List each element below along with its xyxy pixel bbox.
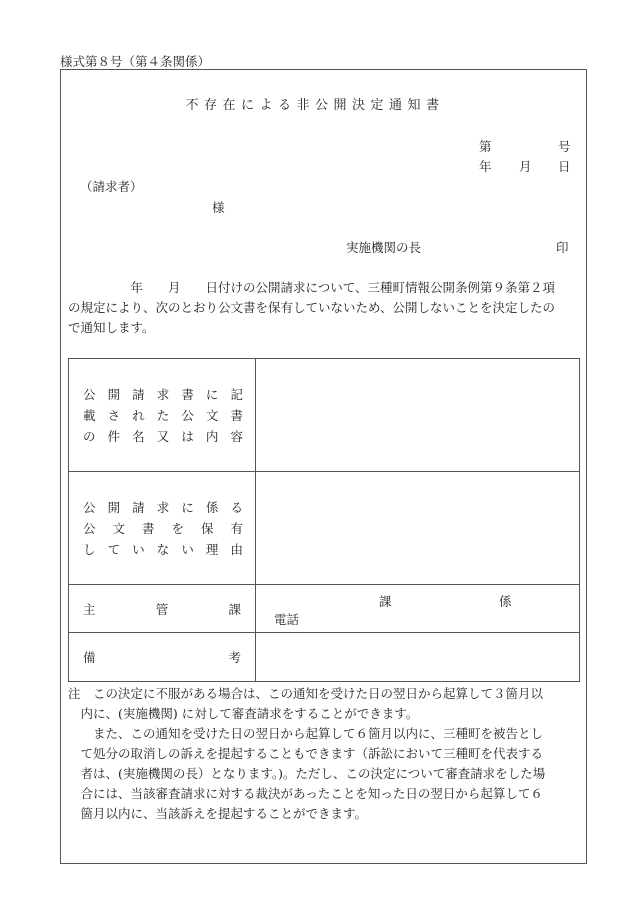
- decision-details-table: [68, 358, 580, 682]
- body-text-line-1: 年 月 日付けの公開請求について、三種町情報公開条例第９条第２項: [68, 280, 556, 295]
- table-row-responsible-section: [69, 585, 580, 633]
- table-row-nonexistence-reason: [69, 472, 580, 585]
- document-subject-label: [69, 359, 256, 472]
- document-title: 不存在による非公開決定通知書: [185, 98, 445, 113]
- date-month-label: 月: [519, 159, 532, 174]
- date-year-label: 年: [479, 159, 492, 174]
- number-suffix: 号: [558, 139, 571, 154]
- remarks-label: 備考: [69, 633, 256, 682]
- seal-mark: 印: [556, 240, 569, 255]
- note-line-4: て処分の取消しの訴えを提起することもできます（訴訟において三種町を代表する: [68, 746, 544, 761]
- label-line: 公開請求書に記: [83, 386, 243, 402]
- note-line-7: 箇月以内に、当該訴えを提起することができます。: [68, 806, 368, 821]
- body-text-line-2: の規定により、次のとおり公文書を保有していないため、公開しないことを決定したの: [68, 300, 556, 315]
- document-subject-field[interactable]: [256, 359, 580, 472]
- form-number-label: 様式第８号（第４条関係）: [60, 54, 211, 69]
- note-line-6: 合には、当該審査請求に対する裁決があったことを知った日の翌日から起算して６: [68, 786, 543, 801]
- label-line: の件名又は内容: [83, 428, 243, 444]
- number-prefix: 第: [479, 139, 492, 154]
- note-line-5: 者は、(実施機関の長）となります。)。ただし、この決定について審査請求をした場: [68, 766, 546, 781]
- note-line-2: 内に、(実施機関) に対して審査請求をすることができます。: [68, 706, 419, 721]
- label-line: していない理由: [83, 541, 243, 557]
- remarks-field[interactable]: [256, 633, 580, 682]
- nonexistence-reason-label: [69, 472, 256, 585]
- table-row-remarks: [69, 633, 580, 682]
- section-ka-label: 課: [379, 594, 392, 609]
- body-text-line-3: で通知します。: [68, 320, 155, 335]
- issuer-name: 実施機関の長: [346, 240, 422, 255]
- label-line: 公文書を保有: [83, 520, 243, 536]
- nonexistence-reason-field[interactable]: [256, 472, 580, 585]
- table-row-document-subject: [69, 359, 580, 472]
- requester-honorific: 様: [212, 200, 225, 215]
- requester-label: （請求者）: [80, 179, 143, 194]
- responsible-section-field[interactable]: [256, 585, 580, 633]
- date-day-label: 日: [558, 159, 571, 174]
- label-line: 公開請求に係る: [83, 499, 243, 515]
- note-line-3: また、この通知を受けた日の翌日から起算して６箇月以内に、三種町を被告とし: [68, 726, 544, 741]
- section-kakari-label: 係: [499, 594, 512, 609]
- phone-label: 電話: [274, 612, 300, 627]
- responsible-section-label: 主管課: [69, 585, 256, 633]
- label-line: 載された公文書: [83, 407, 243, 423]
- note-line-1: 注 この決定に不服がある場合は、この通知を受けた日の翌日から起算して３箇月以: [68, 686, 544, 701]
